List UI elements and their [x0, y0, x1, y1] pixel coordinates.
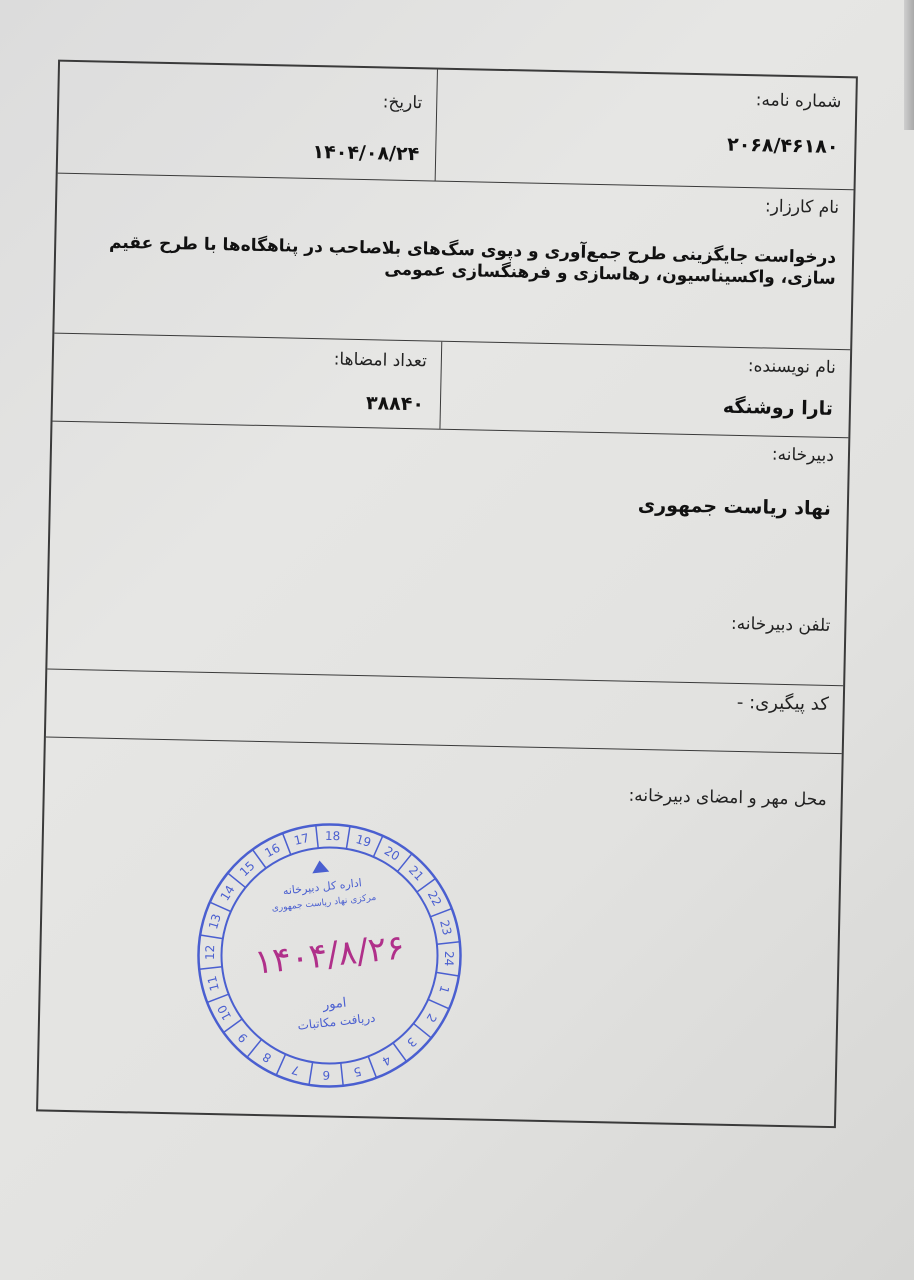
row-letter-info [58, 62, 856, 191]
stamp-dial-number: 5 [352, 1063, 363, 1080]
stamp-dial-divider [393, 1042, 407, 1063]
stamp-dial-number: 10 [214, 1002, 235, 1023]
stamp-top-line1: اداره کل دبیرخانه [282, 876, 363, 898]
stamp-dial-divider [207, 994, 230, 1002]
signatures-cell [53, 334, 443, 429]
stamp-dial-divider [316, 825, 318, 848]
secretariat-phone-label: تلفن دبیرخانه: [730, 613, 831, 636]
author-cell [438, 342, 850, 438]
stamp-dial-number: 7 [289, 1062, 302, 1078]
stamp-dial-number: 22 [424, 888, 445, 909]
date-cell [58, 62, 438, 181]
stamp-dial-divider [437, 942, 460, 944]
stamp-dial-number: 23 [437, 918, 455, 937]
stamp-dial-number: 17 [292, 830, 311, 848]
secretariat-date-stamp [192, 818, 467, 1093]
stamp-dial-number: 20 [381, 843, 403, 864]
letter-number-label: شماره نامه: [755, 90, 842, 113]
stamp-dial-number: 12 [202, 944, 218, 961]
date-label: تاریخ: [382, 92, 423, 114]
secretariat-name: نهاد ریاست جمهوری [637, 493, 832, 520]
author-label: نام نویسنده: [747, 356, 837, 378]
signatures-count: ۳۸۸۴۰ [365, 392, 425, 416]
stamp-dial-number: 2 [423, 1011, 440, 1025]
stamp-dial-divider [199, 967, 222, 969]
stamp-dial-divider [245, 1039, 263, 1057]
page-edge [904, 0, 914, 130]
stamp-dial-number: 16 [262, 840, 283, 861]
stamp-dial-number: 4 [379, 1052, 394, 1069]
stamp-dial-number: 24 [441, 950, 457, 967]
stamp-dial-number: 14 [217, 882, 238, 904]
stamp-dial-divider [341, 1063, 343, 1086]
stamp-dial-number: 3 [404, 1034, 420, 1050]
stamp-top-line2: مرکزی نهاد ریاست جمهوری [271, 892, 377, 914]
stamp-place-label: محل مهر و امضای دبیرخانه: [628, 785, 827, 810]
author-name: تارا روشنگه [722, 395, 834, 420]
stamp-dial-number: 6 [322, 1067, 331, 1083]
stamp-dial-divider [413, 1022, 431, 1040]
stamp-dial-number: 21 [405, 862, 427, 884]
campaign-label: نام کارزار: [764, 196, 840, 219]
tracking-code-label: کد پیگیری: - [736, 691, 829, 715]
stamp-dial-number: 9 [235, 1030, 251, 1046]
letter-number-cell [434, 70, 856, 190]
letter-number: ۲۰۶۸/۴۶۱۸۰ [726, 133, 839, 158]
row-author [53, 334, 851, 439]
stamp-dial-divider [368, 1056, 376, 1079]
stamp-dial-number: 19 [354, 832, 373, 850]
stamp-dial-number: 1 [436, 983, 452, 996]
row-secretariat [47, 422, 848, 687]
stamp-emblem-icon [311, 860, 329, 874]
stamp-dial-divider [283, 833, 291, 856]
signatures-label: تعداد امضاها: [333, 349, 428, 372]
stamp-dial-number: 13 [206, 912, 224, 931]
stamp-dial-divider [430, 909, 453, 917]
stamp-dial-divider [307, 1062, 315, 1085]
stamp-dial-divider [274, 1054, 288, 1075]
stamp-bottom-line1: امور [322, 995, 348, 1013]
stamp-dial-number: 18 [324, 828, 341, 844]
stamp-dial-number: 15 [236, 858, 258, 880]
secretariat-label: دبیرخانه: [771, 444, 835, 466]
stamp-date: ۱۴۰۴/۸/۲۶ [252, 927, 407, 983]
stamp-bottom-line2: دریافت مکاتبات [296, 1010, 377, 1033]
stamp-dial-divider [200, 933, 223, 941]
stamp-dial-divider [428, 997, 449, 1011]
stamp-dial-number: 11 [204, 974, 222, 993]
date-value: ۱۴۰۴/۰۸/۲۴ [312, 140, 420, 166]
stamp-dial-divider [436, 970, 459, 978]
row-campaign [54, 174, 853, 351]
stamp-dial-divider [344, 826, 352, 849]
campaign-title: درخواست جایگزینی طرح جمع‌آوری و دپوی سگ‌های بلاصاحب در پناهگاه‌ها با طرح عقیم سازی، واکسیناسیون، رهاسازی و فرهنگسازی عمومی [108, 232, 837, 289]
stamp-dial-number: 8 [260, 1049, 274, 1066]
